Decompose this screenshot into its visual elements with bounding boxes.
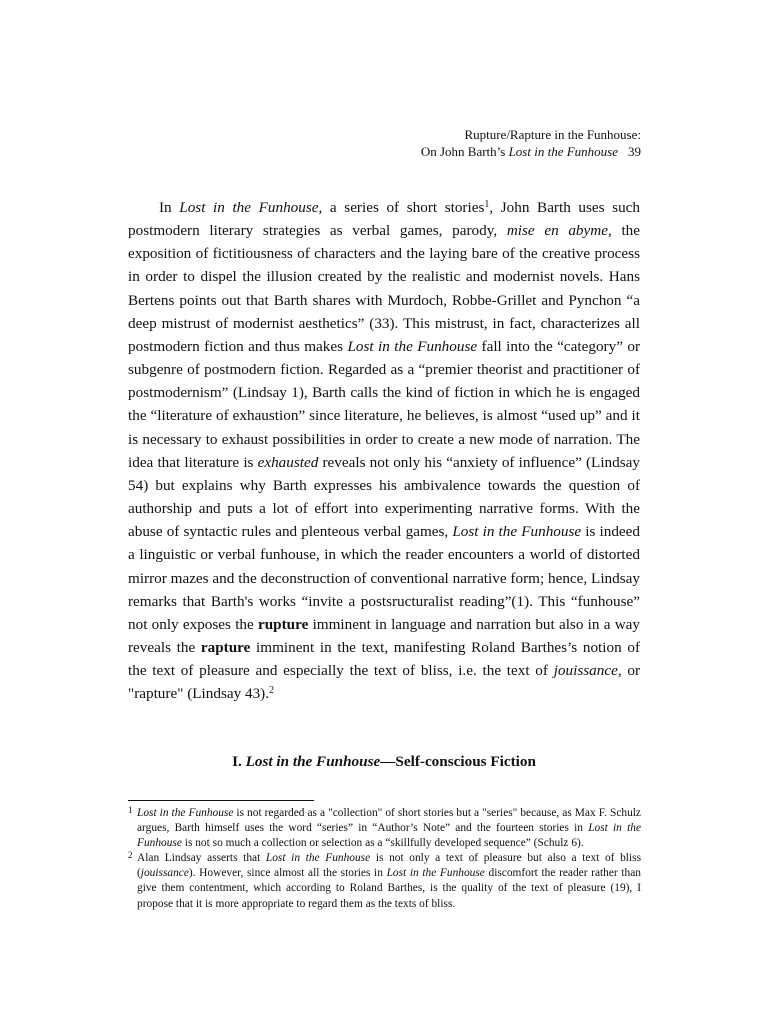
- text-run: , John Barth uses such postmodern literary strategies as verbal games, parody,: [128, 199, 641, 240]
- running-head: [421, 126, 641, 160]
- text-run: Alan Lindsay asserts that: [137, 852, 266, 865]
- footnote-2: [128, 851, 641, 911]
- italic-term: jouissance: [140, 867, 189, 880]
- bold-term-rapture: rapture: [200, 638, 251, 656]
- footnotes: [128, 806, 641, 912]
- body-paragraph: [128, 196, 640, 705]
- italic-term: jouissance: [553, 662, 618, 680]
- text-run: discomfort the reader rather than give them contentment, which according to Roland Barthes, is the quality of the text of pleasure (19), I propose that it is more appropriate to regard them as the texts of bliss.: [137, 867, 641, 910]
- text-run: , a series of short stories: [318, 199, 485, 216]
- bold-term-rupture: rupture: [257, 615, 309, 633]
- text-run: imminent in the text, manifesting Roland Barthes’s notion of the text of pleasure and especially the text of bliss, i.e. the text of: [128, 638, 640, 680]
- book-title: Lost in the Funhouse: [137, 822, 641, 850]
- text-run: imminent in language and narration but also in a way reveals the: [128, 615, 640, 656]
- section-heading: [128, 753, 640, 771]
- footnote-ref-2: 2: [269, 685, 275, 697]
- running-head-line-2: [421, 143, 641, 160]
- book-title: Lost in the Funhouse: [137, 807, 234, 819]
- section-heading-book-title: Lost in the Funhouse: [245, 753, 381, 770]
- body-text: [128, 196, 640, 705]
- section-number: I.: [232, 753, 246, 770]
- text-run: , the exposition of fictitiousness of characters and the laying bare of the creative process in order to dispel the illusion created by the realistic and modernist novels. Hans Bertens points out that Barth shares with Murdoch, Robbe-Grillet and Pynchon “a deep mistrust of modernist aesthetics” (33). This mistrust, in fact, characterizes all postmodern fiction and thus makes: [128, 222, 641, 355]
- page-number: 39: [628, 144, 641, 159]
- running-head-book-title: Lost in the Funhouse: [508, 144, 618, 159]
- book-title: Lost in the Funhouse: [386, 867, 485, 880]
- running-head-prefix: On John Barth’s: [420, 144, 509, 159]
- text-run: reveals not only his “anxiety of influence” (Lindsay 54) but explains why Barth expresses his ambivalence towards the question of authorship and puts a lot of effort into experimenting narrative forms. With the abuse of syntactic rules and plenteous verbal games,: [128, 453, 640, 541]
- footnote-mark: 1: [128, 805, 133, 815]
- text-run: fall into the “category” or subgenre of postmodern fiction. Regarded as a “premier theorist and practitioner of postmodernism” (Lindsay 1), Barth calls the kind of fiction in which he is engaged the “literature of exhaustion” since literature, he believes, is almost “used up” and it is necessary to exhaust possibilities in order to create a new mode of narration. The idea that literature is: [128, 337, 641, 471]
- running-head-line-1: Rupture/Rapture in the Funhouse:: [464, 127, 641, 142]
- italic-term: mise en abyme: [506, 222, 608, 240]
- footnote-ref-1: 1: [484, 199, 490, 210]
- book-title: Lost in the Funhouse: [452, 523, 582, 541]
- text-run: In: [159, 199, 180, 216]
- book-title: Lost in the Funhouse: [265, 852, 371, 865]
- book-title: Lost in the Funhouse: [179, 199, 319, 216]
- text-run: is not regarded as a "collection" of short stories but a "series" because, as Max F. Schulz argues, Barth himself uses the word “series” in “Author’s Note” and the fourteen stories in: [137, 807, 641, 835]
- section-heading-subtitle: —Self-conscious Fiction: [380, 753, 536, 770]
- footnote-divider: [128, 800, 314, 801]
- footnote-1: [128, 806, 641, 851]
- text-run: is not only a text of pleasure but also a text of bliss (: [137, 852, 641, 880]
- book-title: Lost in the Funhouse: [347, 337, 478, 355]
- footnote-mark: 2: [128, 850, 133, 861]
- text-run: is indeed a linguistic or verbal funhouse, in which the reader encounters a world of distorted mirror mazes and the deconstruction of conventional narrative form; hence, Lindsay remarks that Barth's works “invite a postsructuralist reading”(1). This “funhouse” not only exposes the: [128, 523, 640, 633]
- text-run: , or "rapture" (Lindsay 43).: [128, 662, 640, 703]
- text-run: is not so much a collection or selection as a “skillfully developed sequence” (Schulz 6).: [181, 837, 584, 850]
- italic-term: exhausted: [257, 453, 319, 471]
- text-run: ). However, since almost all the stories in: [188, 867, 387, 880]
